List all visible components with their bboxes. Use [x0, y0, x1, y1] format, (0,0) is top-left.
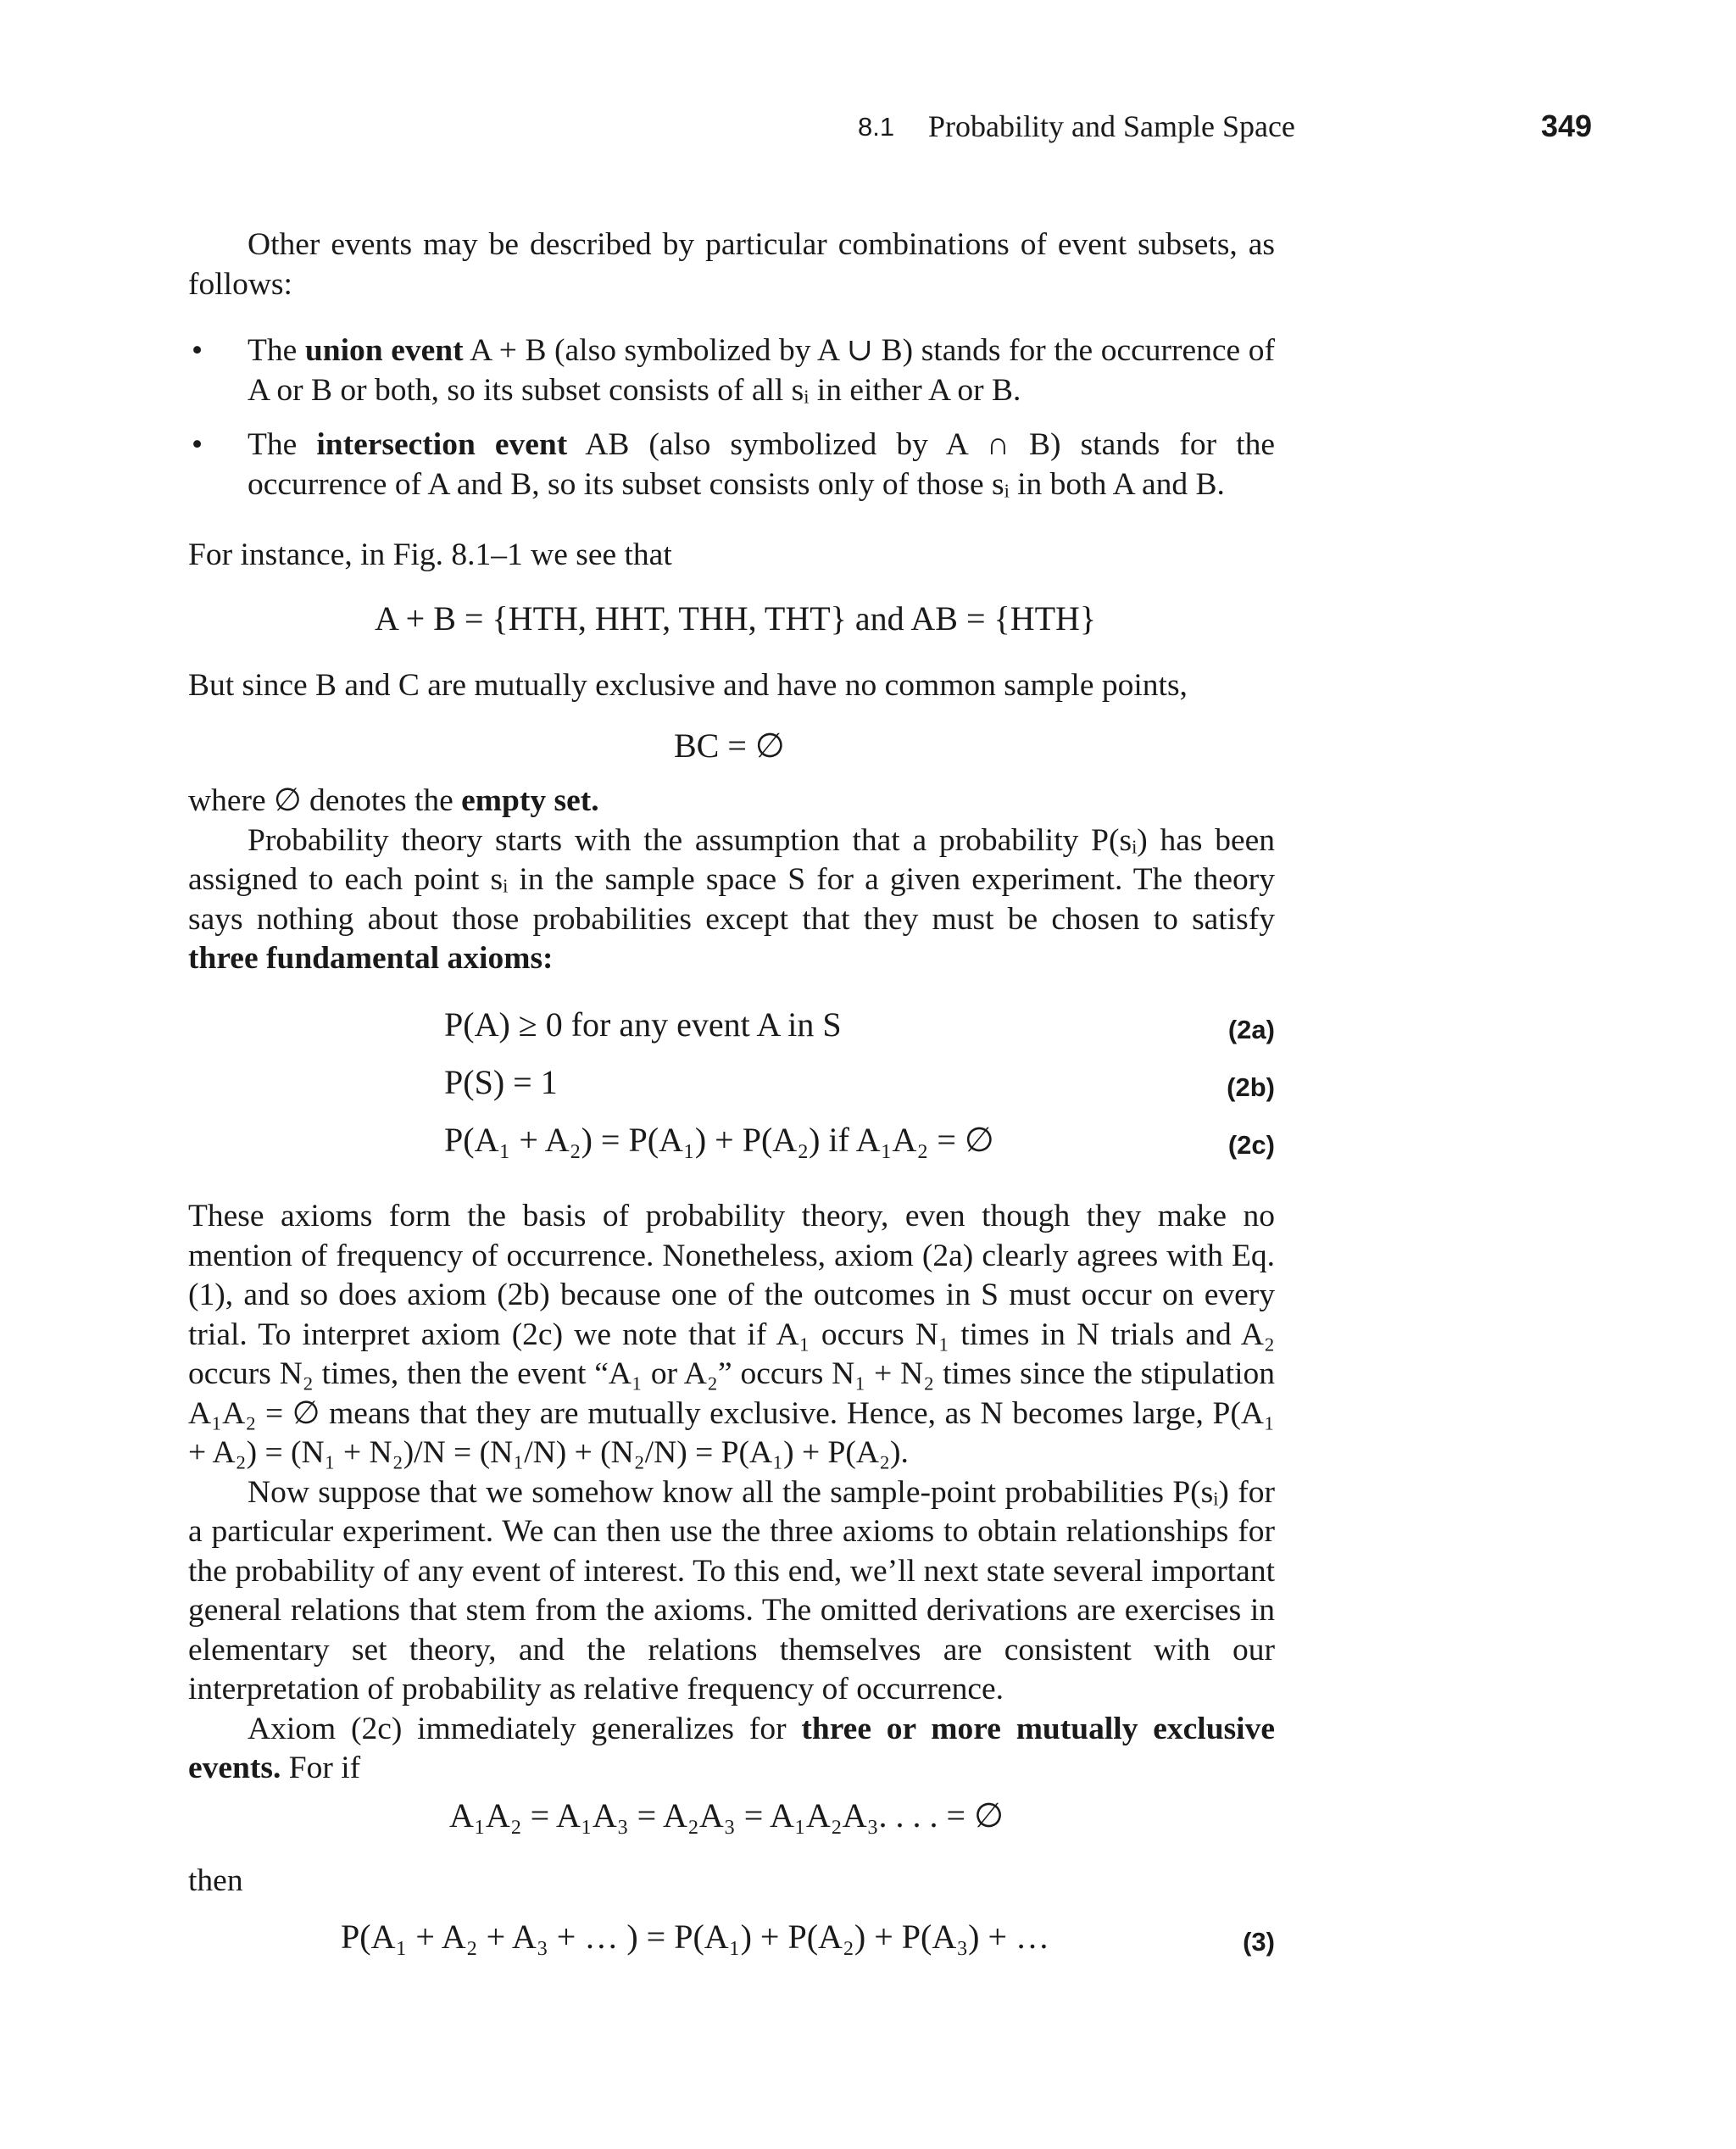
- equation-union-intersection: A + B = {HTH, HHT, THH, THT} and AB = {HTH}: [375, 599, 1097, 637]
- bullet-intersection: • The intersection event AB (also symbolized by A ∩ B) stands for the occurrence of A and B, so its subset consists only of those sᵢ in both A and B.: [192, 427, 1275, 502]
- equation-label: (2c): [1227, 1130, 1275, 1160]
- intro-block: [188, 225, 1275, 304]
- bullet-union: • The union event A + B (also symbolized by A ∪ B) stands for the occurrence of A or B or both, so its subset consists of all sᵢ in either A or B.: [192, 333, 1275, 408]
- equation-label: (2b): [1227, 1072, 1275, 1102]
- equation-label: (3): [1243, 1927, 1275, 1957]
- equation-label: (2a): [1227, 1015, 1275, 1044]
- page-number: 349: [1541, 109, 1593, 143]
- running-title: Probability and Sample Space: [928, 109, 1295, 143]
- term-union-event: union event: [304, 333, 464, 368]
- probability-theory-paragraph: Probability theory starts with the assumption that a probability P(sᵢ) has been assigned to each point sᵢ in the sample space S for a given experiment. The theory says nothing about those probabilities except that they must be chosen to satisfy: [188, 822, 1275, 937]
- equation-mutually-exclusive: A₁A₂ = A₁A₃ = A₂A₃ = A₁A₂A₃. . . . = ∅: [449, 1796, 1004, 1834]
- term-intersection-event: intersection event: [316, 427, 568, 462]
- section-number: 8.1: [858, 112, 895, 142]
- equation-3: P(A₁ + A₂ + A₃ + … ) = P(A₁) + P(A₂) + P(A₃) + … (3): [188, 1918, 1275, 1960]
- term-empty-set: empty set.: [461, 783, 599, 818]
- main-text-block: These axioms form the basis of probability theory, even though they make no mention of frequency of occurrence. Nonetheless, axiom (2a) clearly agrees with Eq. (1), and so does axiom (2b) because one of the outcomes in S must occur on every trial. To interpret axiom (2c) we note that if A₁ occurs N₁ times in N trials and A₂ occurs N₂ times, then the event “A₁ or A₂” occurs N₁ + N₂ times since the stipulation A₁A₂ = ∅ means that they are mutually exclusive. Hence, as N becomes large, P(A₁ + A₂) = (N₁ + N₂)/N = (N₁/N) + (N₂/N) = P(A₁) + P(A₂). Now suppose that we somehow know all the sample-point probabilities P(sᵢ) for a particular experiment. We can then use the three axioms to obtain relationships for the probability of any event of interest. To this end, we’ll next state several important general relations that stem from the axioms. The omitted derivations are exercises in elementary set theory, and the relations themselves are consistent with our interpretation of probability as relative frequency of occurrence. Axiom (2c) immediately generalizes for three or more mutually exclusive events. For if: [188, 1199, 1275, 1785]
- axioms-paragraph: These axioms form the basis of probability theory, even though they make no mention of frequency of occurrence. Nonetheless, axiom (2a) clearly agrees with Eq. (1), and so does axiom (2b) because one of the outcomes in S must occur on every trial. To interpret axiom (2c) we note that if A₁ occurs N₁ times in N trials and A₂ occurs N₂ times, then the event “A₁ or A₂” occurs N₁ + N₂ times since the stipulation A₁A₂ = ∅ means that they are mutually exclusive. Hence, as N becomes large, P(A₁ + A₂) = (N₁ + N₂)/N = (N₁/N) + (N₂/N) = P(A₁) + P(A₂).: [188, 1199, 1275, 1470]
- axiom-2c: P(A₁ + A₂) = P(A₁) + P(A₂) if A₁A₂ = ∅ (2c): [188, 1121, 1275, 1163]
- instance-line: For instance, in Fig. 8.1–1 we see that: [188, 537, 672, 572]
- bullet-union-text: A + B (also symbolized by A ∪ B) stands for the occurrence of A or B or both, so its subset consists of all sᵢ in either A or B.: [248, 333, 1275, 408]
- now-suppose-paragraph: Now suppose that we somehow know all the sample-point probabilities P(sᵢ) for a particular experiment. We can then use the three axioms to obtain relationships for the probability of any event of interest. To this end, we’ll next state several important general relations that stem from the axioms. The omitted derivations are exercises in elementary set theory, and the relations themselves are consistent with our interpretation of probability as relative frequency of occurrence.: [188, 1474, 1275, 1706]
- but-since-line: But since B and C are mutually exclusive and have no common sample points,: [188, 668, 1188, 703]
- then-line: then: [188, 1863, 243, 1898]
- axiom-2b: P(S) = 1 (2b): [188, 1063, 1275, 1105]
- bullet-icon: •: [192, 333, 203, 368]
- bullet-intersection-text: AB (also symbolized by A ∩ B) stands for the occurrence of A and B, so its subset consists only of those sᵢ in both A and B.: [248, 427, 1275, 502]
- equation-bc-empty: BC = ∅: [674, 727, 785, 765]
- bullet-icon: •: [192, 427, 203, 462]
- axiom-2a: P(A) ≥ 0 for any event A in S (2a): [188, 1005, 1275, 1048]
- probability-block: where ∅ denotes the empty set. Probability theory starts with the assumption that a probability P(sᵢ) has been assigned to each point sᵢ in the sample space S for a given experiment. The theory says nothing about those probabilities except that they must be chosen to satisfy three fundamental axioms:: [188, 783, 1275, 976]
- term-mutually-exclusive-events: three or more mutually exclusive events.: [188, 1711, 1275, 1785]
- intro-paragraph: Other events may be described by particular combinations of event subsets, as follows:: [188, 227, 1275, 302]
- term-three-axioms: three fundamental axioms:: [188, 941, 554, 976]
